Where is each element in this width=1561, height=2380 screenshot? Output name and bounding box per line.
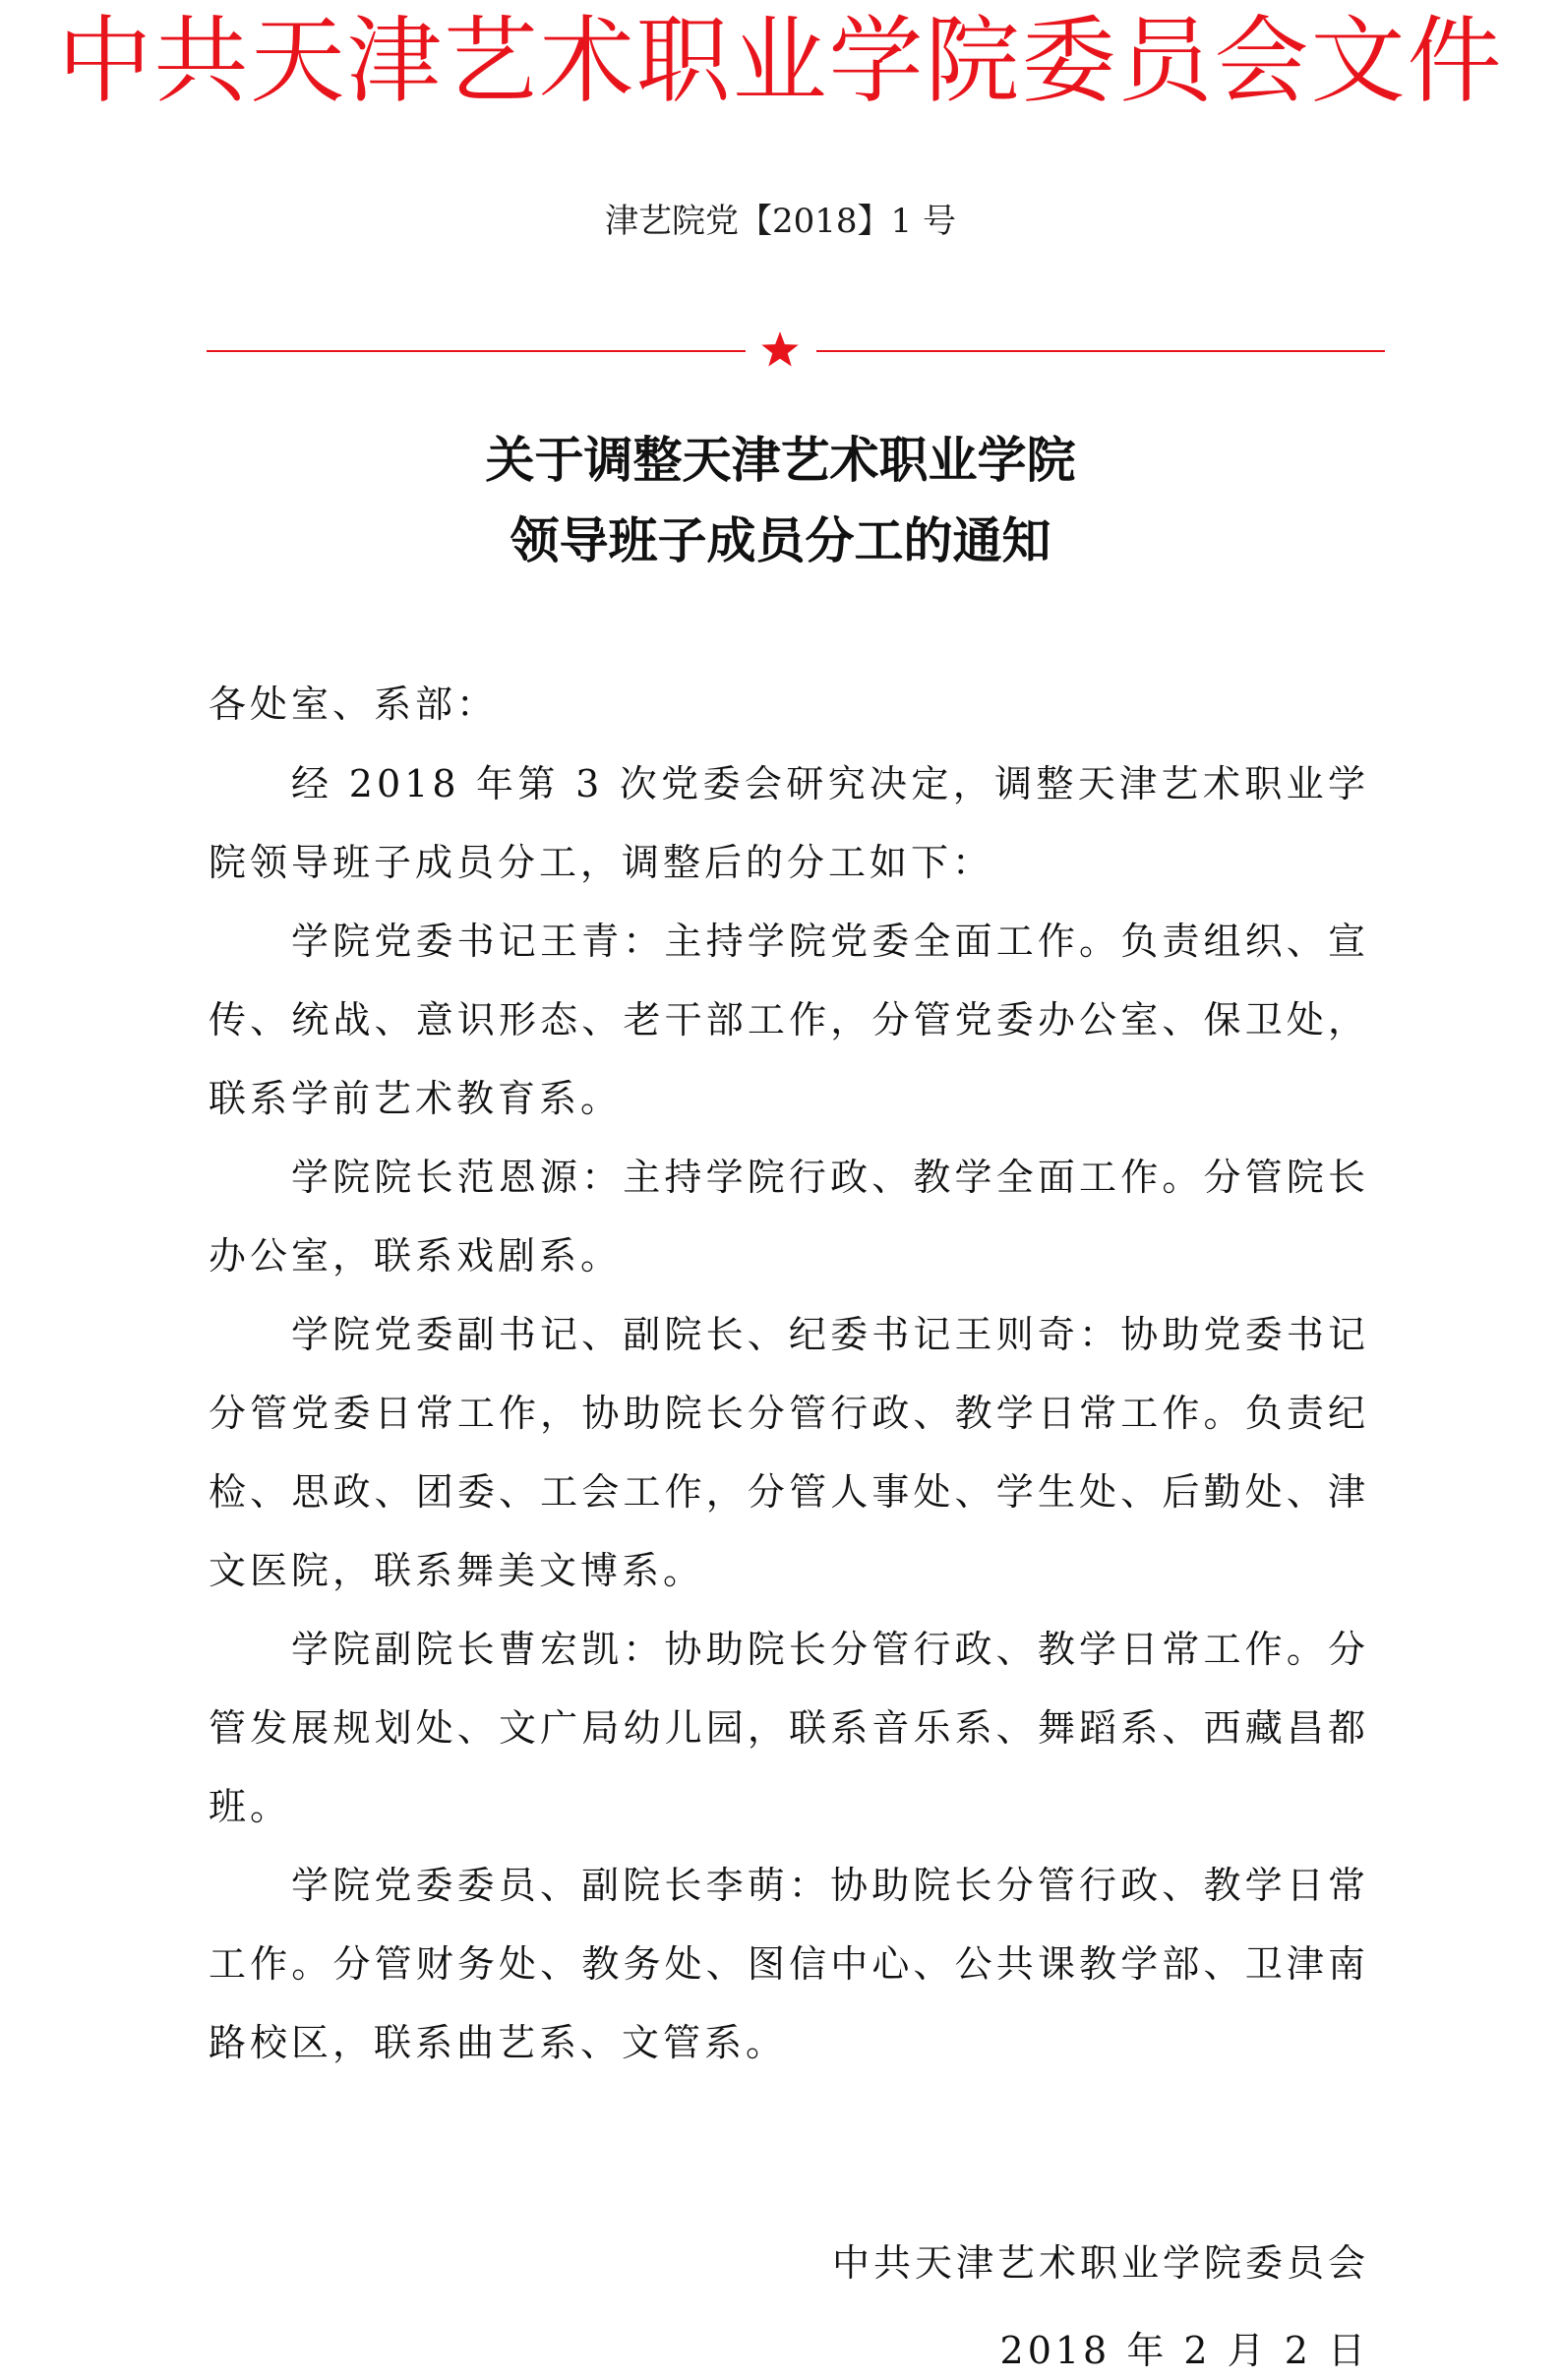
header-divider-left — [207, 350, 746, 352]
star-icon — [759, 328, 801, 370]
body-paragraph: 经 2018 年第 3 次党委会研究决定，调整天津艺术职业学院领导班子成员分工，调整后的分工如下： — [209, 762, 1369, 884]
body-paragraph: 学院党委委员、副院长李萌：协助院长分管行政、教学日常工作。分管财务处、教务处、图信中心、公共课教学部、卫津南路校区，联系曲艺系、文管系。 — [209, 1864, 1369, 2064]
star-shape — [761, 331, 798, 366]
document-header-title: 中共天津艺术职业学院委员会文件 — [57, 6, 1504, 116]
signature-organization: 中共天津艺术职业学院委员会 — [831, 2241, 1369, 2285]
document-number: 津艺院党【2018】1 号 — [605, 202, 956, 241]
body-paragraph: 学院院长范恩源：主持学院行政、教学全面工作。分管院长办公室，联系戏剧系。 — [209, 1156, 1369, 1278]
body-paragraph: 学院党委书记王青：主持学院党委全面工作。负责组织、宣传、统战、意识形态、老干部工作，分管党委办公室、保卫处，联系学前艺术教育系。 — [209, 920, 1369, 1120]
body-paragraph: 学院党委副书记、副院长、纪委书记王则奇：协助党委书记分管党委日常工作，协助院长分管行政、教学日常工作。负责纪检、思政、团委、工会工作，分管人事处、学生处、后勤处、津文医院，联系舞美文博系。 — [209, 1313, 1369, 1592]
salutation: 各处室、系部： — [209, 683, 499, 726]
header-divider-right — [816, 350, 1385, 352]
notice-title-line2: 领导班子成员分工的通知 — [510, 511, 1051, 569]
notice-title-line1: 关于调整天津艺术职业学院 — [485, 431, 1076, 489]
body-text — [209, 744, 1369, 2082]
signature-date: 2018 年 2 月 2 日 — [999, 2329, 1369, 2372]
body-paragraph: 学院副院长曹宏凯：协助院长分管行政、教学日常工作。分管发展规划处、文广局幼儿园，联系音乐系、舞蹈系、西藏昌都班。 — [209, 1628, 1369, 1828]
